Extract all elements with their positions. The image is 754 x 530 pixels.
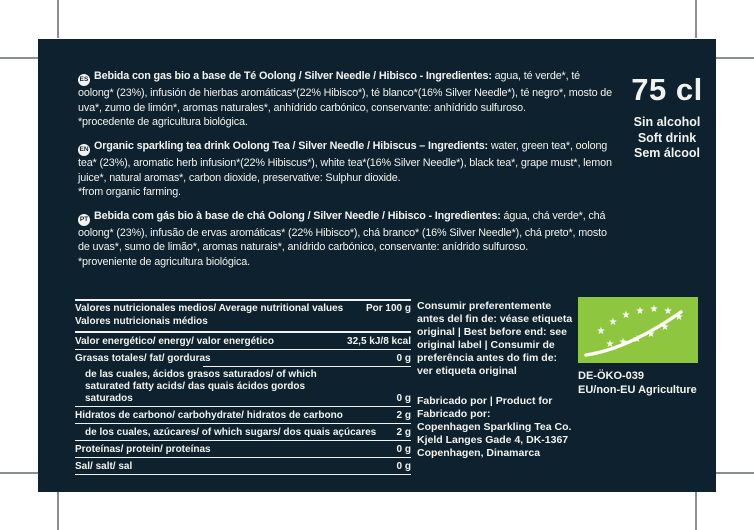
volume-column [623,72,711,162]
svg-text:★: ★ [621,310,631,321]
crop-mark-top-left-h [0,57,38,59]
row-value: 2 g [396,426,411,438]
producer-street: Kjeld Langes Gade 4, DK-1367 [417,434,569,446]
row-value: 2 g [396,409,411,421]
svg-text:★: ★ [618,337,628,348]
nutrition-row-salt [75,458,411,475]
ingredients-intro-en: Organic sparkling tea drink Oolong Tea / Silver Needle / Hibiscus – Ingredients: [94,139,488,152]
lang-badge-pt-icon: PT [78,214,90,226]
svg-text:★: ★ [635,306,645,317]
nutrition-table [75,299,411,475]
row-value: 32,5 kJ/8 kcal [347,335,411,347]
row-value: 0 g [396,392,411,404]
product-label-panel [38,39,716,492]
crop-mark-top-left-v [57,0,59,38]
producer-line: Fabricado por: [417,408,491,420]
nutrition-title [75,303,343,328]
info-column [417,300,575,460]
claim-soft-drink: Soft drink [637,130,697,145]
nutrition-row-energy [75,333,411,350]
producer-address [417,395,575,460]
row-label: Proteínas/ protein/ proteínas [75,443,211,455]
lang-badge-es-icon: ES [78,74,90,86]
crop-mark-bottom-left-v [57,492,59,530]
svg-text:★: ★ [660,322,670,333]
producer-name: Copenhagen Sparkling Tea Co. [417,421,572,433]
organic-footnote-es: *procedente de agricultura biológica. [78,116,248,129]
svg-text:★: ★ [663,306,673,317]
organic-footnote-pt: *proveniente de agricultura biológica. [78,255,250,268]
nutrition-row-saturates [75,366,411,407]
svg-text:★: ★ [608,317,618,328]
volume-text: 75 cl [631,72,703,107]
row-label: de las cuales, ácidos grasos saturados/ of which saturated fatty acids/ das quais ácidos gordos saturados [85,368,317,404]
nutrition-row-protein [75,441,411,458]
eu-organic-leaf-logo-icon [578,297,698,363]
lang-badge-en-icon: EN [78,144,90,156]
per-100g-label: Por 100 g [365,303,411,314]
producer-line: Fabricado por | Product for [417,395,553,407]
claim-sem-alcool: Sem álcool [634,146,700,160]
nutrition-title-line2: Valores nutricionais médios [75,315,208,327]
ingredients-body-pt: água, chá verde*, chá oolong* (23%), infusão de ervas aromáticas* (22% Hibisco*), chá branco* (16% Silver Needle*), chá preto*, mosto de uvas*, sumo de limão*, aromas naturais*, anídrido carbónico, conservante: anídrido sulfuroso. [78,209,607,254]
ingredients-body-es: agua, té verde*, té oolong* (23%), infusión de hierbas aromáticas*(22% Hibisco*), té blanco*(16% Silver Needle*), té negro*, mosto de uva*, zumo de limón*, aromas naturales*, anhídrido carbónico, conservante: anhídrido sulfuroso. [78,70,612,114]
organic-certification [578,369,702,397]
ingredients-intro-pt: Bebida com gás bio à base de chá Oolong / Silver Needle / Hibisco - Ingredientes: [94,209,501,222]
svg-text:★: ★ [632,334,642,345]
row-label: de los cuales, azúcares/ of which sugars/ dos quais açúcares [85,426,377,438]
nutrition-header [75,301,411,331]
nutrition-row-fat [75,350,411,366]
svg-text:★: ★ [674,312,684,323]
ingredients-body-en: water, green tea*, oolong tea* (23%), aromatic herb infusion*(22% Hibiscus*), white tea*(16% Silver Needle*), black tea*, grape must*, lemon juice*, natural aromas*, carbon dioxide, preservative: Sulphur dioxide. [78,139,612,184]
nutrition-title-line1: Valores nutricionales medios/ Average nutritional values [75,303,344,314]
crop-mark-top-right-v [695,0,697,38]
ingredients-section [78,69,618,278]
row-value: 0 g [396,443,411,455]
row-value: 0 g [396,352,411,364]
crop-mark-bottom-right-h [716,472,754,474]
row-value: 0 g [396,460,411,472]
product-claims [623,115,711,162]
organic-footnote-en: *from organic farming. [78,186,181,198]
svg-text:★: ★ [605,339,615,350]
row-label: Valor energético/ energy/ valor energético [75,335,274,347]
svg-text:★: ★ [646,329,656,340]
ingredients-paragraph-es [78,69,618,130]
best-before-text: Consumir preferentemente antes del fin de: véase etiqueta original | Best before end: see original label | Consumir de preferência antes do fim de: ver etiqueta original [417,300,573,377]
crop-mark-top-right-h [716,57,754,59]
row-label: Grasas totales/ fat/ gorduras [75,352,211,364]
nutrition-row-carbohydrate [75,407,411,424]
ingredients-intro-es: Bebida con gas bio a base de Té Oolong / Silver Needle / Hibisco - Ingredientes: [94,70,492,82]
organic-origin: EU/non-EU Agriculture [578,384,697,396]
ingredients-paragraph-en [78,139,618,200]
row-label: Hidratos de carbono/ carbohydrate/ hidratos de carbono [75,409,343,421]
organic-code: DE-ÖKO-039 [578,370,645,382]
crop-mark-bottom-left-h [0,472,38,474]
row-label: Sal/ salt/ sal [75,460,133,472]
producer-city: Copenhagen, Dinamarca [417,447,541,459]
svg-text:★: ★ [649,304,659,315]
svg-text:★: ★ [596,326,606,337]
eu-organic-block [578,297,702,397]
claim-sin-alcohol: Sin alcohol [633,115,701,129]
nutrition-row-sugars [75,424,411,441]
ingredients-paragraph-pt [78,209,618,270]
crop-mark-bottom-right-v [695,492,697,530]
